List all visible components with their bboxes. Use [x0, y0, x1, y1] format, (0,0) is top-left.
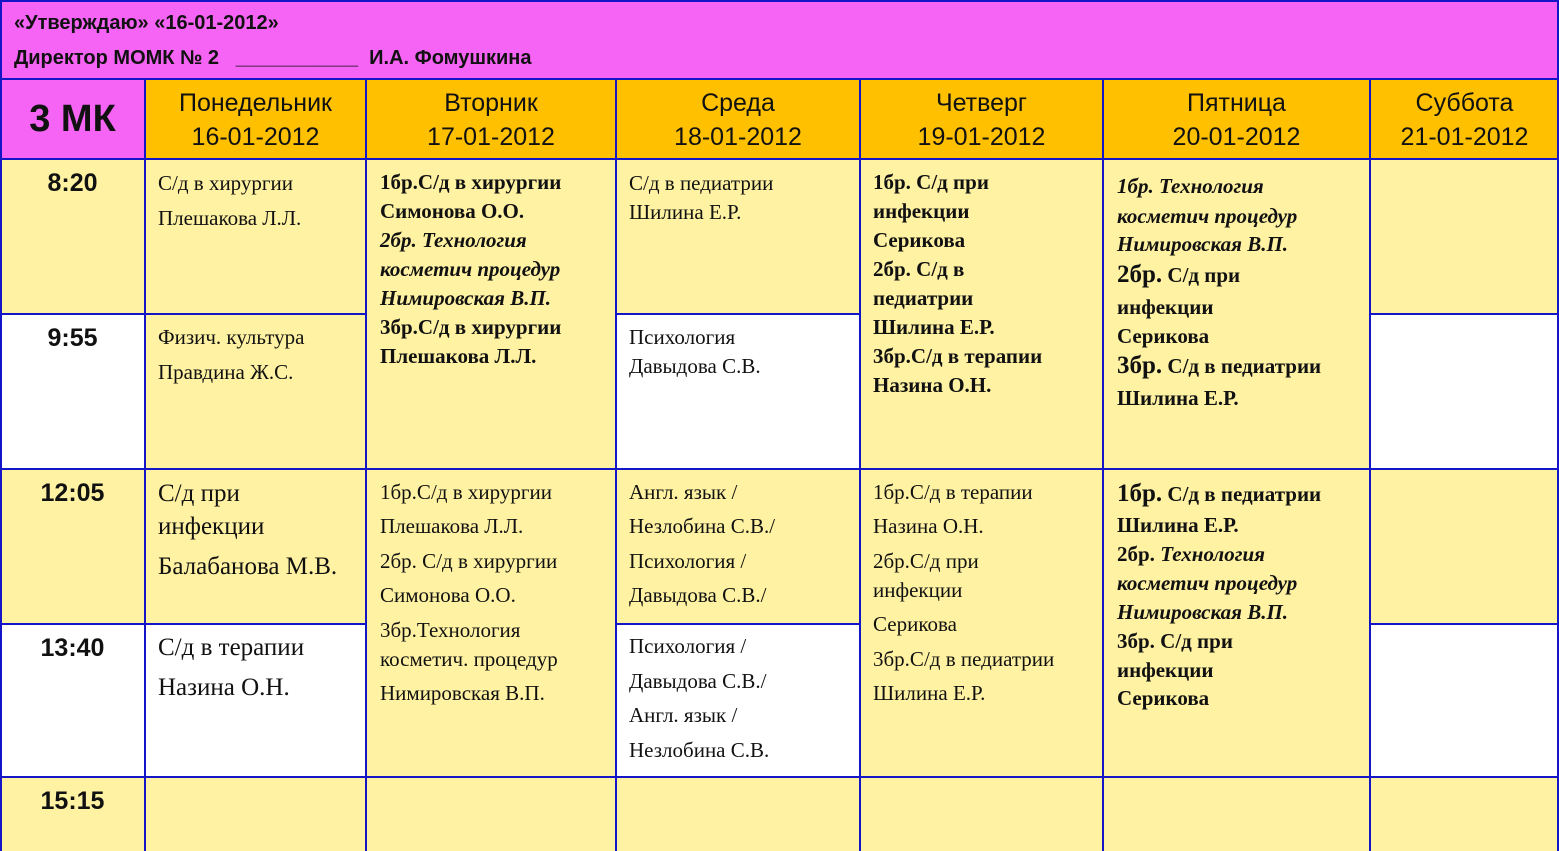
grid-line [1369, 313, 1559, 315]
subject: 3бр.С/д в педиатрии [873, 647, 1055, 671]
teacher: Симонова О.О. [380, 583, 516, 607]
teacher: Плешакова Л.Л. [380, 344, 537, 368]
grid-line [615, 313, 861, 315]
time-slot: 8:20 [0, 159, 145, 314]
day-header-friday [1103, 79, 1370, 159]
day-header-wednesday [616, 79, 860, 159]
teacher: Нимировская В.П. [380, 681, 545, 705]
day-name: Четверг [935, 89, 1028, 117]
subject: Физич. культура [158, 325, 305, 349]
empty-cell [1370, 159, 1559, 314]
time-slot: 13:40 [0, 624, 145, 777]
subject: Англ. язык / [629, 480, 738, 504]
time-slot: 15:15 [0, 777, 145, 851]
teacher: Давыдова С.В./ [629, 669, 767, 693]
day-date: 17-01-2012 [427, 123, 555, 151]
grid-line [0, 468, 1559, 470]
grid-line [0, 158, 1559, 160]
subject: 1бр.С/д в хирургии [380, 480, 552, 504]
approval-header [0, 0, 1559, 79]
subject: 2бр. Технология [380, 228, 527, 252]
grid-line [615, 623, 861, 625]
group-line [1117, 542, 1265, 567]
group-label-cell [0, 79, 145, 159]
teacher: Серикова [1117, 324, 1210, 348]
day-date: 16-01-2012 [191, 123, 320, 151]
subject: косметич процедур [1117, 204, 1298, 228]
lesson-block [860, 159, 1103, 469]
subject: 1бр.С/д в терапии [873, 480, 1033, 504]
subject: Психология [629, 325, 736, 349]
director-line: Директор МОМК № 2 ___________ И.А. Фомушкина [14, 47, 532, 69]
teacher: Назина О.Н. [873, 373, 992, 397]
grid-line [365, 79, 367, 851]
time-slot: 12:05 [0, 469, 145, 624]
lesson-block [1103, 159, 1370, 469]
teacher: Шилина Е.Р. [629, 200, 742, 224]
group-line [1117, 352, 1321, 380]
lesson-block [366, 469, 616, 777]
group-line [1117, 480, 1321, 508]
grid-line [0, 623, 366, 625]
subject: 2бр. С/д в хирургии [380, 549, 558, 573]
teacher: Шилина Е.Р. [1117, 513, 1239, 537]
grid-line [1102, 79, 1104, 851]
subject: С/д при [1162, 263, 1241, 287]
brigade-label: 2бр. [1117, 261, 1163, 288]
teacher: Балабанова М.В. [158, 553, 338, 580]
group-line [1117, 261, 1240, 289]
brigade-label: 2бр. [1117, 542, 1161, 566]
lesson-block [1103, 469, 1370, 777]
subject: инфекции [1117, 658, 1214, 682]
subject: С/д в педиатрии [1162, 482, 1322, 506]
grid-line [859, 79, 861, 851]
subject: 1бр. С/д при [873, 170, 989, 194]
lesson-block [860, 469, 1103, 777]
teacher: Симонова О.О. [380, 199, 525, 223]
subject: С/д при [158, 480, 240, 507]
teacher: Правдина Ж.С. [158, 360, 294, 384]
teacher: Шилина Е.Р. [1117, 386, 1239, 410]
grid-line [0, 776, 1559, 778]
subject: С/д в терапии [158, 634, 305, 661]
day-date: 20-01-2012 [1172, 123, 1301, 151]
subject: 1бр. Технология [1117, 174, 1264, 198]
lesson-cell [616, 469, 860, 624]
subject: Психология / [629, 634, 747, 658]
day-date: 19-01-2012 [917, 123, 1046, 151]
subject: косметич. процедур [380, 647, 558, 671]
teacher: Нимировская В.П. [380, 286, 552, 310]
empty-cell [1370, 469, 1559, 624]
subject: Технология [1160, 542, 1265, 566]
subject: С/д в педиатрии [1162, 354, 1322, 378]
day-name: Понедельник [178, 89, 332, 117]
empty-cell [1370, 624, 1559, 777]
group-label: 3 МК [29, 98, 116, 140]
subject: педиатрии [873, 286, 974, 310]
grid-line [0, 0, 2, 851]
subject: инфекции [873, 199, 970, 223]
subject: 1бр.С/д в хирургии [380, 170, 562, 194]
subject: С/д в педиатрии [629, 171, 774, 195]
empty-cell [1103, 777, 1370, 851]
subject: 2бр.С/д при [873, 549, 979, 573]
brigade-label: 1бр. [1117, 480, 1163, 507]
teacher: Серикова [1117, 686, 1210, 710]
grid-line [615, 79, 617, 851]
teacher: Шилина Е.Р. [873, 681, 986, 705]
lesson-cell [616, 624, 860, 777]
lesson-cell [145, 314, 366, 469]
grid-line [0, 78, 1559, 80]
lesson-cell [145, 469, 366, 624]
day-header-thursday [860, 79, 1103, 159]
empty-cell [616, 777, 860, 851]
time-slot: 9:55 [0, 314, 145, 469]
day-header-saturday [1370, 79, 1559, 159]
day-header-monday [145, 79, 366, 159]
empty-cell [366, 777, 616, 851]
empty-cell [145, 777, 366, 851]
subject: инфекции [1117, 295, 1214, 319]
subject: 3бр. С/д при [1117, 629, 1233, 653]
teacher: Назина О.Н. [158, 674, 290, 701]
grid-line [1369, 623, 1559, 625]
lesson-cell [616, 314, 860, 469]
lesson-cell [616, 159, 860, 314]
teacher: Нимировская В.П. [1117, 232, 1289, 256]
lesson-block [366, 159, 616, 469]
subject: Психология / [629, 549, 747, 573]
day-date: 21-01-2012 [1400, 123, 1529, 151]
empty-cell [860, 777, 1103, 851]
empty-cell [1370, 314, 1559, 469]
teacher: Серикова [873, 228, 966, 252]
day-name: Суббота [1415, 89, 1514, 117]
teacher: Незлобина С.В./ [629, 514, 776, 538]
day-name: Пятница [1187, 89, 1286, 117]
lesson-cell [145, 159, 366, 314]
subject: 3бр.Технология [380, 618, 521, 642]
day-header-tuesday [366, 79, 616, 159]
subject: 2бр. С/д в [873, 257, 965, 281]
teacher: Нимировская В.П. [1117, 600, 1289, 624]
teacher: Плешакова Л.Л. [380, 514, 524, 538]
subject: инфекции [158, 513, 265, 540]
teacher: Назина О.Н. [873, 514, 984, 538]
teacher: Давыдова С.В. [629, 354, 761, 378]
subject: С/д в хирургии [158, 171, 293, 195]
empty-cell [1370, 777, 1559, 851]
grid-line [144, 79, 146, 851]
teacher: Давыдова С.В./ [629, 583, 767, 607]
subject: 3бр.С/д в хирургии [380, 315, 562, 339]
grid-line [1369, 79, 1371, 851]
teacher: Шилина Е.Р. [873, 315, 995, 339]
lesson-cell [145, 624, 366, 777]
teacher: Плешакова Л.Л. [158, 206, 302, 230]
day-date: 18-01-2012 [674, 123, 802, 151]
day-name: Вторник [444, 89, 538, 117]
subject: инфекции [873, 578, 963, 602]
approval-line: «Утверждаю» «16-01-2012» [14, 12, 279, 34]
subject: косметич процедур [1117, 571, 1298, 595]
subject: косметич процедур [380, 257, 561, 281]
subject: Англ. язык / [629, 703, 738, 727]
grid-line [0, 313, 366, 315]
subject: 3бр.С/д в терапии [873, 344, 1043, 368]
day-name: Среда [701, 89, 775, 117]
teacher: Серикова [873, 612, 957, 636]
teacher: Незлобина С.В. [629, 738, 770, 762]
brigade-label: 3бр. [1117, 352, 1163, 379]
